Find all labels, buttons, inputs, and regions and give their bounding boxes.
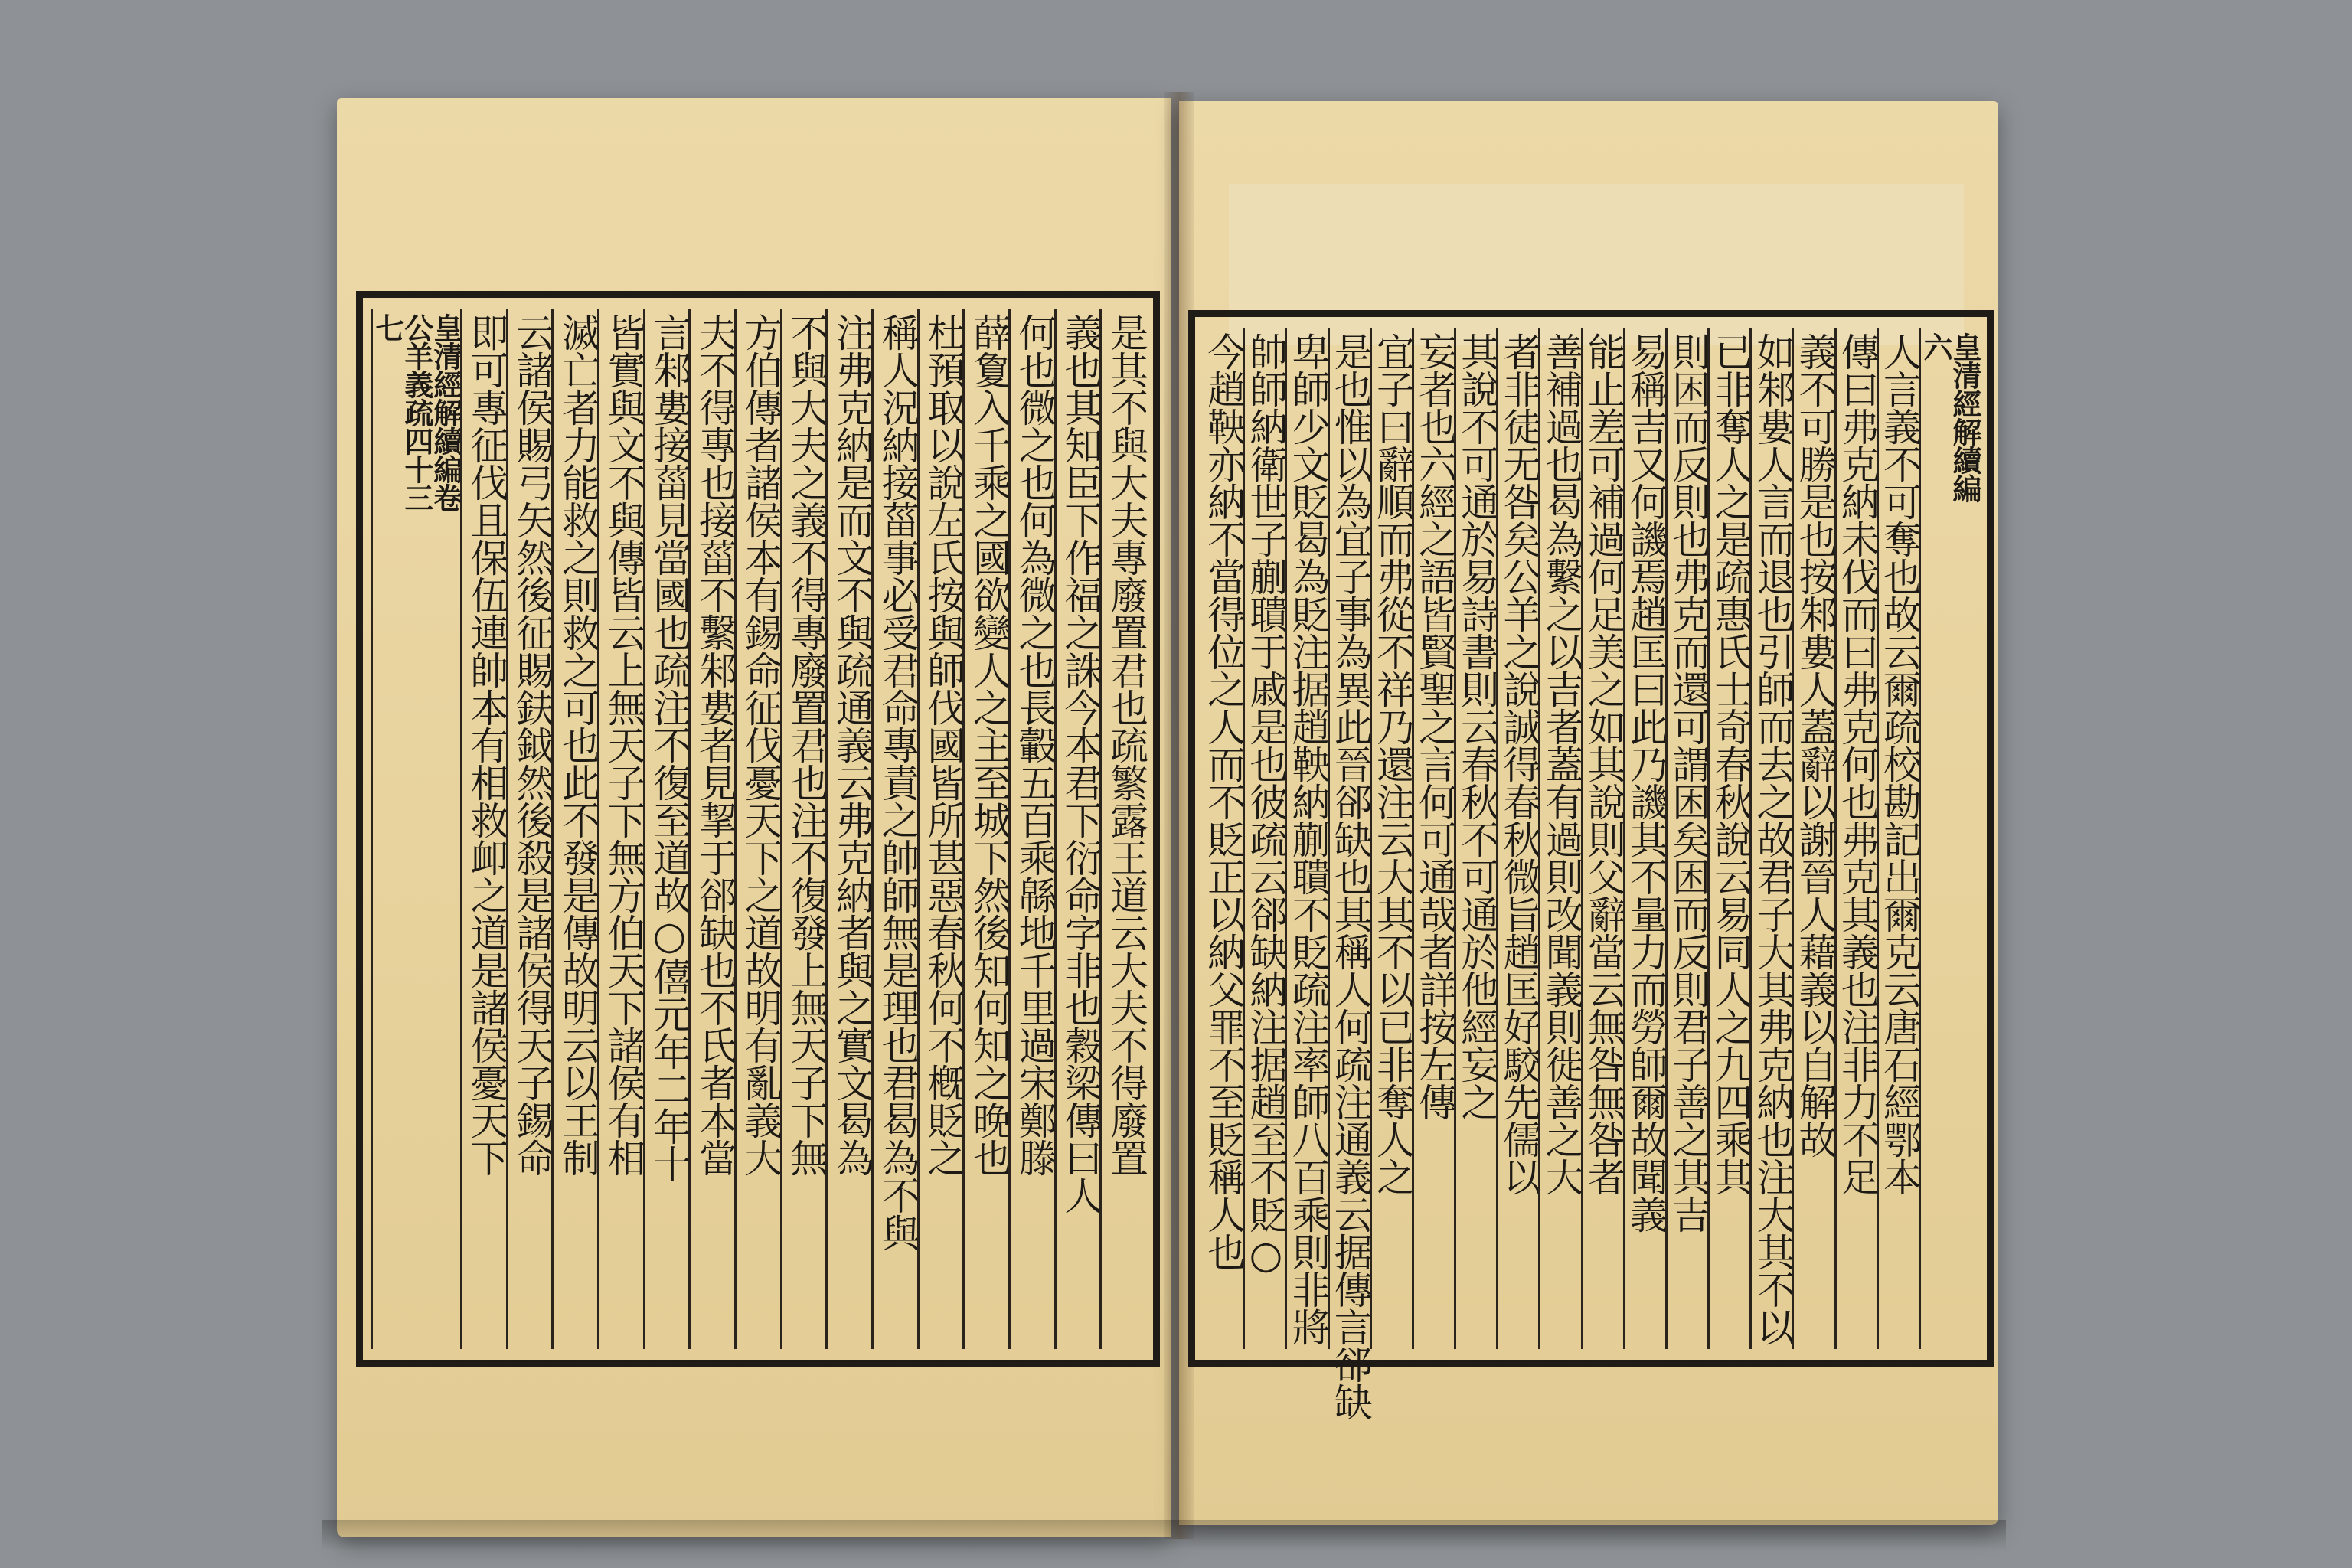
text-column: 義也其知臣下作福之誅今本君下衍命字非也穀梁傳曰人 xyxy=(1054,309,1100,1349)
text-column: 皆實與文不與傳皆云上無天子下無方伯天下諸侯有相 xyxy=(597,309,643,1349)
text-column: 其說不可通於易詩書則云春秋不可通於他經妄之 xyxy=(1454,328,1496,1349)
text-column: 已非奪人之是疏惠氏士奇春秋說云易同人之九四乘其 xyxy=(1707,328,1749,1349)
text-column: 今趙鞅亦納不當得位之人而不貶正以納父罪不至貶稱人也 xyxy=(1201,332,1246,1270)
text-column: 方伯傳者諸侯本有錫命征伐憂天下之道故明有亂義大 xyxy=(734,309,780,1349)
page-bottom-shadow xyxy=(322,1520,2006,1550)
text-column: 夫不得專也接菑不繫邾婁者見挈于郤缺也不氏者本當 xyxy=(688,309,734,1349)
text-column: 是也惟以為宜子事為異此晉郤缺也其稱人何疏注通義云据傳言郤缺 xyxy=(1328,328,1370,1349)
text-column: 注弗克納是而文不與疏通義云弗克納者與之實文曷為 xyxy=(825,309,871,1349)
text-column: 即可專征伐且保伍連帥本有相救卹之道是諸侯憂天下 xyxy=(460,309,506,1349)
left-text-columns xyxy=(370,309,1148,1349)
right-text-columns xyxy=(1201,328,1982,1420)
text-column: 宜子曰辭順而弗從不祥乃還注云大其不以已非奪人之 xyxy=(1370,328,1412,1349)
text-column: 善補過也曷為繫之以吉者蓋有過則改聞義則徙善之大 xyxy=(1538,328,1580,1349)
text-column: 易稱吉又何譏焉趙匡曰此乃譏其不量力而勞師爾故聞義 xyxy=(1623,328,1665,1349)
left-text-frame xyxy=(356,291,1160,1367)
page-number: 七 xyxy=(370,313,405,341)
page-number: 六 xyxy=(1919,332,1953,361)
text-column: 能止差可補過何足美之如其說則父辭當云無咎無咎者 xyxy=(1581,328,1623,1349)
left-spine-column xyxy=(370,309,463,1349)
text-column: 杜預取以說左氏按與師伐國皆所甚惡春秋何不槪貶之 xyxy=(917,309,963,1349)
right-text-frame xyxy=(1188,310,1994,1420)
text-column: 人言義不可奪也故云爾疏校勘記出爾克云唐石經鄂本 xyxy=(1877,328,1919,1349)
text-column: 不與大夫之義不得專廢置君也注不復發上無天子下無 xyxy=(780,309,826,1349)
text-column: 稱人況納接菑事必受君命專責之帥師無是理也君曷為不與 xyxy=(871,309,917,1349)
text-column: 帥師納衛世子蒯聵于戚是也彼疏云郤缺納注据趙至不貶○ xyxy=(1243,328,1285,1349)
text-column: 如邾婁人言而退也引師而去之故君子大其弗克納也注大其不以 xyxy=(1749,328,1792,1349)
text-column: 言邾婁接菑見當國也疏注不復至道故○僖元年二年十 xyxy=(643,309,689,1349)
spine-title: 皇清經解續編 xyxy=(1948,332,1982,502)
text-column: 云諸侯賜弓矢然後征賜鈇鉞然後殺是諸侯得天子錫命 xyxy=(506,309,552,1349)
text-column: 是其不與大夫專廢置君也疏繁露王道云大夫不得廢置 xyxy=(1099,309,1145,1349)
text-column: 卑師少文貶曷為貶注据趙鞅納蒯聵不貶疏注率師八百乘則非將 xyxy=(1285,328,1327,1349)
text-column: 薛夐入千乘之國欲變人之主至城下然後知何知之晚也 xyxy=(962,309,1008,1349)
spine-subtitle: 公羊義疏四十三 xyxy=(399,313,434,511)
text-column: 何也微之也何為微之也長轂五百乘緜地千里過宋鄭滕 xyxy=(1008,309,1054,1349)
text-column: 傳曰弗克納未伐而曰弗克何也弗克其義也注非力不足 xyxy=(1834,328,1877,1349)
text-column: 義不可勝是也按邾婁人蓋辭以謝晉人藉義以自解故 xyxy=(1792,328,1834,1349)
text-column: 者非徒无咎矣公羊之說誠得春秋微旨趙匡好駮先儒以 xyxy=(1496,328,1538,1349)
right-spine-column xyxy=(1919,328,1982,1349)
text-column: 則困而反則也弗克而還可謂困矣困而反則君子善之其吉 xyxy=(1665,328,1707,1349)
text-column: 滅亡者力能救之則救之可也此不發是傳故明云以王制 xyxy=(551,309,597,1349)
text-column: 妄者也六經之語皆賢聖之言何可通哉者詳按左傳 xyxy=(1412,328,1454,1349)
spine-title: 皇清經解續編卷 xyxy=(428,313,463,511)
